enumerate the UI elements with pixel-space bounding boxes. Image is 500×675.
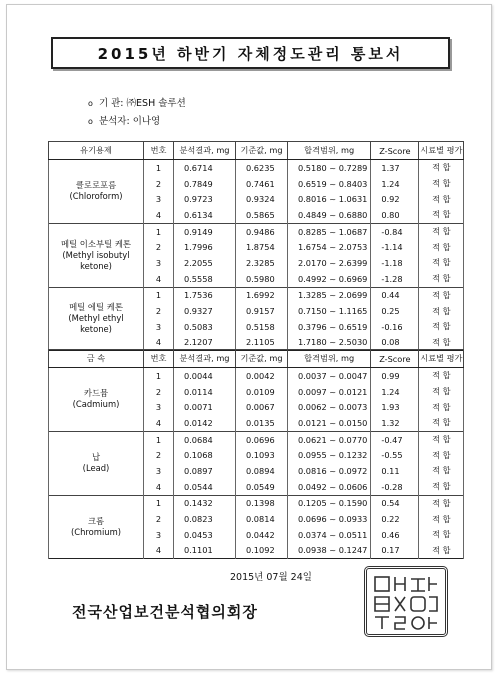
z-score: -1.28 — [371, 271, 419, 287]
evaluation: 적 합 — [419, 447, 464, 463]
z-score: -0.28 — [371, 479, 419, 495]
analysis-result: 0.1432 — [174, 495, 236, 511]
reference-value: 0.7461 — [236, 176, 288, 192]
sample-number: 4 — [144, 543, 174, 559]
analysis-result: 0.0684 — [174, 431, 236, 447]
acceptance-range: 0.0696 ~ 0.0933 — [288, 511, 371, 527]
column-header: 번호 — [144, 142, 174, 160]
metal-table — [48, 349, 464, 559]
acceptance-range: 0.0097 ~ 0.0121 — [288, 384, 371, 400]
analyte-name: 메틸 에틸 케톤 (Methyl ethyl ketone) — [49, 287, 144, 351]
issue-date: 2015년 07월 24일 — [230, 572, 312, 583]
acceptance-range: 0.0037 ~ 0.0047 — [288, 368, 371, 384]
reference-value: 0.1092 — [236, 543, 288, 559]
reference-value: 0.1093 — [236, 447, 288, 463]
z-score: 0.11 — [371, 463, 419, 479]
z-score: 0.80 — [371, 207, 419, 223]
analyst-value: 이나영 — [132, 116, 161, 127]
sample-number: 2 — [144, 176, 174, 192]
evaluation: 적 합 — [419, 335, 464, 351]
evaluation: 적 합 — [419, 463, 464, 479]
sample-number: 1 — [144, 223, 174, 239]
reference-value: 0.0135 — [236, 415, 288, 431]
sample-number: 2 — [144, 447, 174, 463]
table-row — [49, 495, 464, 511]
analysis-result: 2.1207 — [174, 335, 236, 351]
organic-solvent-table — [48, 141, 464, 351]
reference-value: 0.5865 — [236, 207, 288, 223]
analysis-result: 0.9327 — [174, 303, 236, 319]
reference-value: 0.1398 — [236, 495, 288, 511]
sample-number: 3 — [144, 191, 174, 207]
bullet-icon: o — [88, 99, 93, 108]
evaluation: 적 합 — [419, 303, 464, 319]
sample-number: 1 — [144, 160, 174, 176]
analysis-result: 0.1068 — [174, 447, 236, 463]
analysis-result: 0.0071 — [174, 399, 236, 415]
reference-value: 0.5980 — [236, 271, 288, 287]
reference-value: 2.3285 — [236, 255, 288, 271]
org-value: ㈜ESH 솔루션 — [126, 98, 186, 109]
analysis-result: 0.9149 — [174, 223, 236, 239]
sample-number: 1 — [144, 495, 174, 511]
acceptance-range: 0.1205 ~ 0.1590 — [288, 495, 371, 511]
acceptance-range: 0.5180 ~ 0.7289 — [288, 160, 371, 176]
z-score: 0.46 — [371, 527, 419, 543]
analysis-result: 0.9723 — [174, 191, 236, 207]
acceptance-range: 0.0938 ~ 0.1247 — [288, 543, 371, 559]
column-header: 번호 — [144, 350, 174, 368]
analysis-result: 0.0544 — [174, 479, 236, 495]
z-score: -0.84 — [371, 223, 419, 239]
analysis-result: 0.0114 — [174, 384, 236, 400]
analysis-result: 1.7996 — [174, 239, 236, 255]
sample-number: 2 — [144, 239, 174, 255]
table-header-row — [49, 142, 464, 160]
column-header: 시료별 평가 — [419, 142, 464, 160]
reference-value: 2.1105 — [236, 335, 288, 351]
column-header: 유기용제 — [49, 142, 144, 160]
acceptance-range: 1.3285 ~ 2.0699 — [288, 287, 371, 303]
reference-value: 0.0894 — [236, 463, 288, 479]
column-header: Z-Score — [371, 350, 419, 368]
evaluation: 적 합 — [419, 368, 464, 384]
analyte-name: 메틸 이소부틸 케톤 (Methyl isobutyl ketone) — [49, 223, 144, 287]
document-title: 2015년 하반기 자체정도관리 통보서 — [97, 44, 404, 63]
analysis-result: 0.0823 — [174, 511, 236, 527]
sample-number: 4 — [144, 335, 174, 351]
z-score: 0.44 — [371, 287, 419, 303]
z-score: 0.17 — [371, 543, 419, 559]
z-score: -0.16 — [371, 319, 419, 335]
analysis-result: 0.7849 — [174, 176, 236, 192]
analysis-result: 0.1101 — [174, 543, 236, 559]
reference-value: 0.0696 — [236, 431, 288, 447]
z-score: 1.32 — [371, 415, 419, 431]
acceptance-range: 0.0492 ~ 0.0606 — [288, 479, 371, 495]
sample-number: 2 — [144, 384, 174, 400]
evaluation: 적 합 — [419, 415, 464, 431]
reference-value: 0.0042 — [236, 368, 288, 384]
reference-value: 0.0067 — [236, 399, 288, 415]
org-label: 기 관: — [98, 98, 124, 109]
analysis-result: 0.6134 — [174, 207, 236, 223]
table-row — [49, 160, 464, 176]
table-row — [49, 287, 464, 303]
evaluation: 적 합 — [419, 431, 464, 447]
column-header: 분석결과, mg — [174, 142, 236, 160]
analysis-result: 0.0044 — [174, 368, 236, 384]
table-row — [49, 368, 464, 384]
sample-number: 4 — [144, 415, 174, 431]
acceptance-range: 1.6754 ~ 2.0753 — [288, 239, 371, 255]
z-score: -0.47 — [371, 431, 419, 447]
reference-value: 0.0814 — [236, 511, 288, 527]
z-score: 0.25 — [371, 303, 419, 319]
evaluation: 적 합 — [419, 160, 464, 176]
evaluation: 적 합 — [419, 511, 464, 527]
analyst-line — [88, 113, 160, 127]
reference-value: 0.0549 — [236, 479, 288, 495]
evaluation: 적 합 — [419, 543, 464, 559]
analyte-name: 카드뮴 (Cadmium) — [49, 368, 144, 432]
z-score: 0.22 — [371, 511, 419, 527]
acceptance-range: 0.7150 ~ 1.1165 — [288, 303, 371, 319]
column-header: 금 속 — [49, 350, 144, 368]
acceptance-range: 2.0170 ~ 2.6399 — [288, 255, 371, 271]
sample-number: 2 — [144, 303, 174, 319]
reference-value: 0.9486 — [236, 223, 288, 239]
organization-name: 전국산업보건분석협의회장 — [72, 603, 258, 621]
z-score: 1.24 — [371, 176, 419, 192]
reference-value: 1.8754 — [236, 239, 288, 255]
reference-value: 0.9324 — [236, 191, 288, 207]
evaluation: 적 합 — [419, 239, 464, 255]
acceptance-range: 0.0374 ~ 0.0511 — [288, 527, 371, 543]
z-score: -0.55 — [371, 447, 419, 463]
z-score: 1.93 — [371, 399, 419, 415]
sample-number: 1 — [144, 368, 174, 384]
acceptance-range: 0.0955 ~ 0.1232 — [288, 447, 371, 463]
acceptance-range: 0.6519 ~ 0.8403 — [288, 176, 371, 192]
acceptance-range: 0.0062 ~ 0.0073 — [288, 399, 371, 415]
evaluation: 적 합 — [419, 255, 464, 271]
analyte-name: 납 (Lead) — [49, 431, 144, 495]
official-seal — [364, 566, 448, 637]
analyte-name: 크롬 (Chromium) — [49, 495, 144, 559]
evaluation: 적 합 — [419, 207, 464, 223]
analyst-label: 분석자: — [98, 116, 130, 127]
evaluation: 적 합 — [419, 384, 464, 400]
sample-number: 4 — [144, 479, 174, 495]
evaluation: 적 합 — [419, 271, 464, 287]
analysis-result: 1.7536 — [174, 287, 236, 303]
acceptance-range: 0.4992 ~ 0.6969 — [288, 271, 371, 287]
evaluation: 적 합 — [419, 191, 464, 207]
sample-number: 1 — [144, 287, 174, 303]
acceptance-range: 0.4849 ~ 0.6880 — [288, 207, 371, 223]
acceptance-range: 1.7180 ~ 2.5030 — [288, 335, 371, 351]
reference-value: 1.6992 — [236, 287, 288, 303]
evaluation: 적 합 — [419, 479, 464, 495]
acceptance-range: 0.0816 ~ 0.0972 — [288, 463, 371, 479]
evaluation: 적 합 — [419, 223, 464, 239]
table-row — [49, 223, 464, 239]
column-header: 분석결과, mg — [174, 350, 236, 368]
table-header-row — [49, 350, 464, 368]
sample-number: 3 — [144, 255, 174, 271]
sample-number: 4 — [144, 207, 174, 223]
reference-value: 0.5158 — [236, 319, 288, 335]
acceptance-range: 0.0121 ~ 0.0150 — [288, 415, 371, 431]
reference-value: 0.6235 — [236, 160, 288, 176]
column-header: Z-Score — [371, 142, 419, 160]
analysis-result: 0.6714 — [174, 160, 236, 176]
seal-glyph-icon — [371, 573, 441, 631]
column-header: 합격범위, mg — [288, 350, 371, 368]
sample-number: 1 — [144, 431, 174, 447]
acceptance-range: 0.8285 ~ 1.0687 — [288, 223, 371, 239]
evaluation: 적 합 — [419, 287, 464, 303]
sample-number: 2 — [144, 511, 174, 527]
evaluation: 적 합 — [419, 399, 464, 415]
reference-value: 0.9157 — [236, 303, 288, 319]
sample-number: 3 — [144, 463, 174, 479]
sample-number: 4 — [144, 271, 174, 287]
analysis-result: 0.5083 — [174, 319, 236, 335]
table-row — [49, 431, 464, 447]
sample-number: 3 — [144, 319, 174, 335]
z-score: 1.24 — [371, 384, 419, 400]
z-score: -1.18 — [371, 255, 419, 271]
analysis-result: 0.0897 — [174, 463, 236, 479]
reference-value: 0.0442 — [236, 527, 288, 543]
z-score: 0.08 — [371, 335, 419, 351]
column-header: 기준값, mg — [236, 142, 288, 160]
column-header: 기준값, mg — [236, 350, 288, 368]
sample-number: 3 — [144, 527, 174, 543]
column-header: 시료별 평가 — [419, 350, 464, 368]
analyte-name: 클로로포름 (Chloroform) — [49, 160, 144, 224]
evaluation: 적 합 — [419, 495, 464, 511]
z-score: 0.99 — [371, 368, 419, 384]
analysis-result: 0.5558 — [174, 271, 236, 287]
column-header: 합격범위, mg — [288, 142, 371, 160]
acceptance-range: 0.8016 ~ 1.0631 — [288, 191, 371, 207]
title-box — [51, 37, 450, 69]
sample-number: 3 — [144, 399, 174, 415]
z-score: 0.54 — [371, 495, 419, 511]
z-score: 1.37 — [371, 160, 419, 176]
analysis-result: 2.2055 — [174, 255, 236, 271]
bullet-icon: o — [88, 117, 93, 126]
analysis-result: 0.0142 — [174, 415, 236, 431]
acceptance-range: 0.0621 ~ 0.0770 — [288, 431, 371, 447]
acceptance-range: 0.3796 ~ 0.6519 — [288, 319, 371, 335]
z-score: 0.92 — [371, 191, 419, 207]
evaluation: 적 합 — [419, 527, 464, 543]
evaluation: 적 합 — [419, 319, 464, 335]
analysis-result: 0.0453 — [174, 527, 236, 543]
reference-value: 0.0109 — [236, 384, 288, 400]
org-line — [88, 95, 186, 109]
z-score: -1.14 — [371, 239, 419, 255]
evaluation: 적 합 — [419, 176, 464, 192]
